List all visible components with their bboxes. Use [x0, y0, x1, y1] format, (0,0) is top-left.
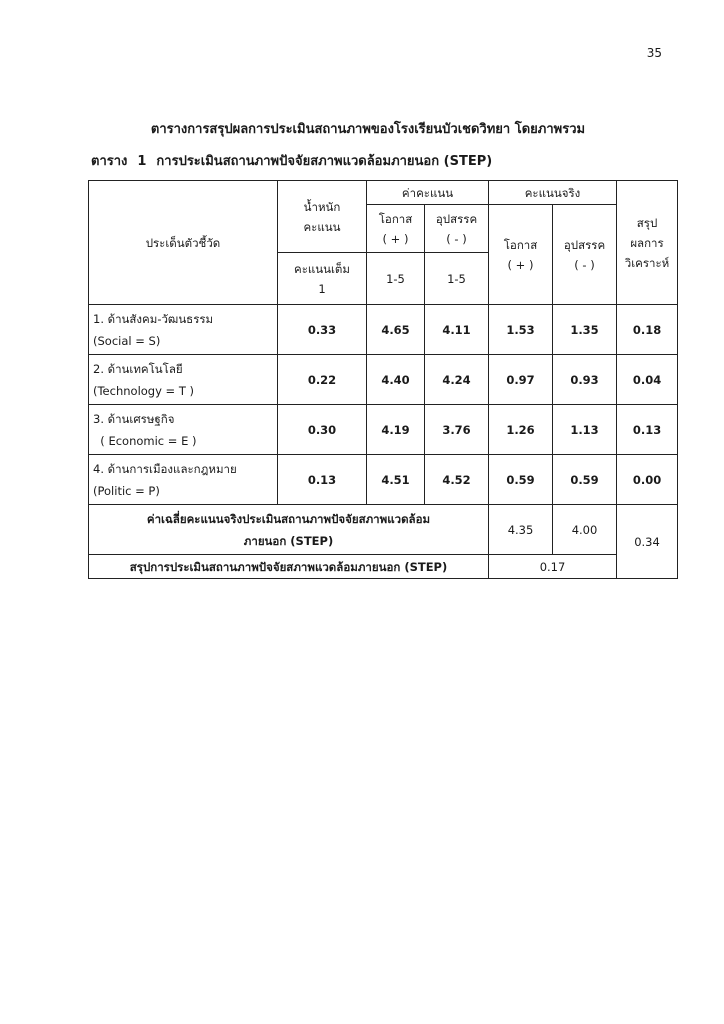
- table-caption: [91, 150, 492, 171]
- conclusion-value: 0.17: [489, 555, 617, 579]
- header-score: ค่าคะแนน: [367, 181, 489, 205]
- cell-threat: 4.52: [425, 455, 489, 505]
- cell-actual-opportunity: 0.97: [489, 355, 553, 405]
- row-label: 3. ด้านเศรษฐกิจ ( Economic = E ): [89, 405, 278, 455]
- cell-actual-opportunity: 1.26: [489, 405, 553, 455]
- header-actual-threat: อุปสรรค ( - ): [553, 205, 617, 305]
- cell-threat: 3.76: [425, 405, 489, 455]
- cell-threat: 4.11: [425, 305, 489, 355]
- caption-text: การประเมินสถานภาพปัจจัยสภาพแวดล้อมภายนอก (STEP): [156, 154, 493, 169]
- row-label: 4. ด้านการเมืองและกฎหมาย (Politic = P): [89, 455, 278, 505]
- document-title: ตารางการสรุปผลการประเมินสถานภาพของโรงเรียนบัวเชดวิทยา โดยภาพรวม: [150, 122, 586, 137]
- cell-actual-threat: 1.13: [553, 405, 617, 455]
- conclusion-row: [89, 555, 678, 579]
- header-threat: อุปสรรค ( - ): [425, 205, 489, 253]
- header-indicator: ประเด็นตัวชี้วัด: [89, 181, 278, 305]
- cell-threat: 4.24: [425, 355, 489, 405]
- row-label: 1. ด้านสังคม-วัฒนธรรม (Social = S): [89, 305, 278, 355]
- cell-summary: 0.04: [617, 355, 678, 405]
- row-label: 2. ด้านเทคโนโลยี (Technology = T ): [89, 355, 278, 405]
- table-row: [89, 305, 678, 355]
- cell-actual-opportunity: 1.53: [489, 305, 553, 355]
- caption-number: 1: [137, 154, 147, 169]
- average-row: [89, 505, 678, 555]
- header-actual-opportunity: โอกาส ( + ): [489, 205, 553, 305]
- step-table: [88, 180, 678, 579]
- cell-actual-threat: 0.93: [553, 355, 617, 405]
- cell-opportunity: 4.19: [367, 405, 425, 455]
- header-weight: น้ำหนัก คะแนน: [278, 181, 367, 253]
- header-summary: สรุป ผลการ วิเคราะห์: [617, 181, 678, 305]
- cell-weight: 0.33: [278, 305, 367, 355]
- average-actual-opportunity: 4.35: [489, 505, 553, 555]
- average-summary: 0.34: [617, 505, 678, 579]
- cell-actual-threat: 1.35: [553, 305, 617, 355]
- average-label: ค่าเฉลี่ยคะแนนจริงประเมินสถานภาพปัจจัยสภาพแวดล้อม ภายนอก (STEP): [89, 505, 489, 555]
- header-range-threat: 1-5: [425, 253, 489, 305]
- cell-opportunity: 4.40: [367, 355, 425, 405]
- header-opportunity: โอกาส ( + ): [367, 205, 425, 253]
- header-range-opportunity: 1-5: [367, 253, 425, 305]
- cell-summary: 0.13: [617, 405, 678, 455]
- cell-weight: 0.13: [278, 455, 367, 505]
- cell-weight: 0.22: [278, 355, 367, 405]
- table-row: [89, 405, 678, 455]
- table-row: [89, 455, 678, 505]
- cell-actual-threat: 0.59: [553, 455, 617, 505]
- cell-summary: 0.00: [617, 455, 678, 505]
- cell-opportunity: 4.65: [367, 305, 425, 355]
- conclusion-label: สรุปการประเมินสถานภาพปัจจัยสภาพแวดล้อมภายนอก (STEP): [89, 555, 489, 579]
- cell-weight: 0.30: [278, 405, 367, 455]
- average-actual-threat: 4.00: [553, 505, 617, 555]
- cell-summary: 0.18: [617, 305, 678, 355]
- caption-prefix: ตาราง: [91, 154, 128, 169]
- page-number: 35: [646, 46, 662, 60]
- cell-opportunity: 4.51: [367, 455, 425, 505]
- table-row: [89, 355, 678, 405]
- header-full-score: คะแนนเต็ม 1: [278, 253, 367, 305]
- cell-actual-opportunity: 0.59: [489, 455, 553, 505]
- header-actual-score: คะแนนจริง: [489, 181, 617, 205]
